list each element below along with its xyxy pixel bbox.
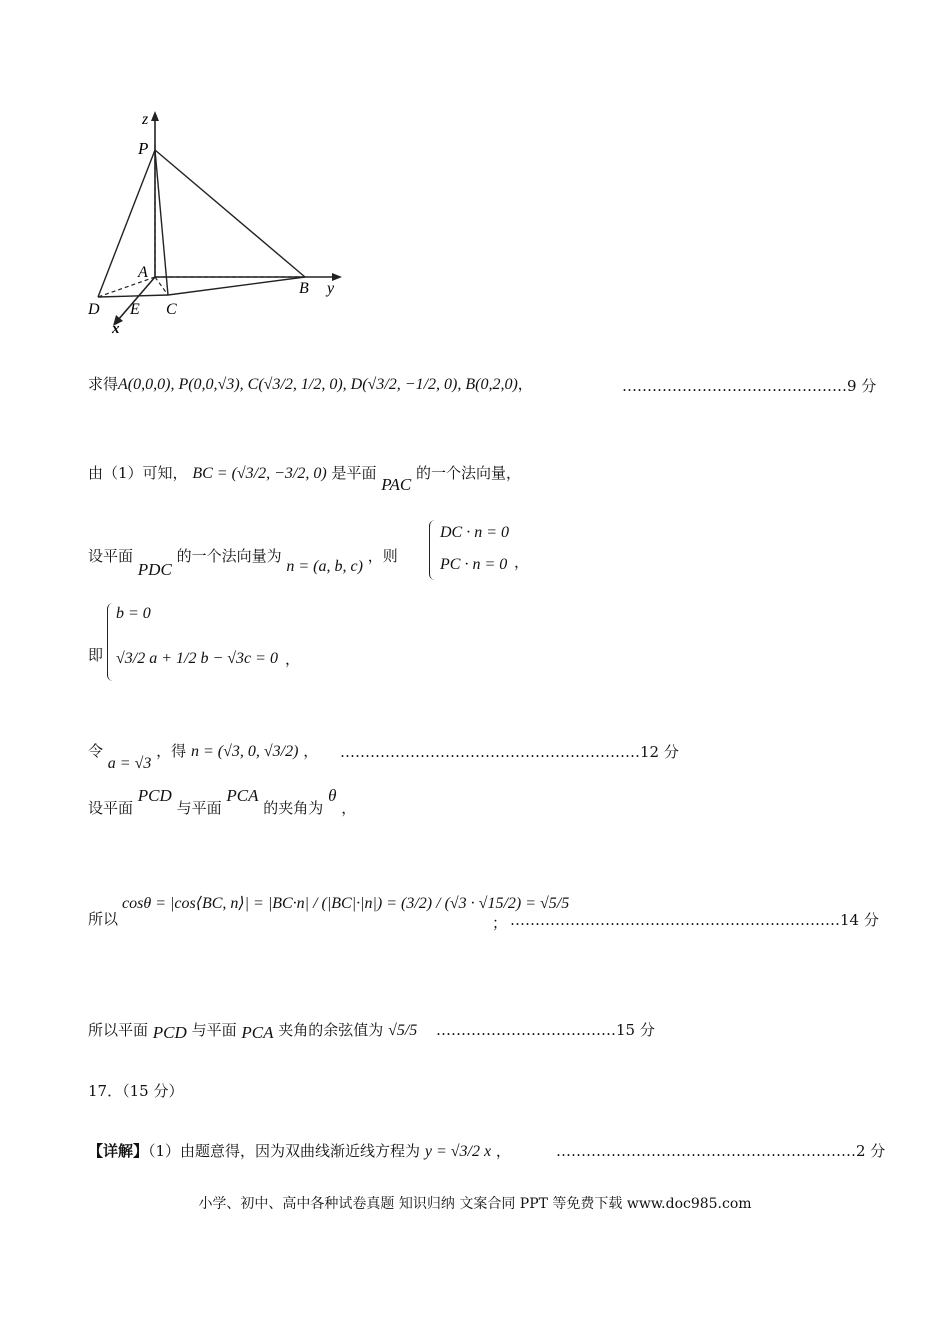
label-P: P — [138, 139, 149, 158]
coordinates-math: A(0,0,0), P(0,0,√3), C(√3/2, 1/2, 0), D(√3/2, −1/2, 0), B(0,2,0) — [118, 376, 518, 393]
label-A: A — [138, 264, 148, 281]
line-detail: 【详解】（1）由题意得，因为双曲线渐近线方程为 y = √3/2 x ， — [88, 1142, 511, 1160]
label-D: D — [88, 301, 100, 318]
cos-value-math: √5/5 — [388, 1022, 418, 1039]
plane-pcd-2: PCD — [152, 1023, 187, 1042]
system-brace-2 — [107, 603, 116, 681]
problem-17-heading: 17．（15 分） — [88, 1082, 184, 1100]
line-conclusion: 所以平面 PCD 与平面 PCA 夹角的余弦值为 √5/5 — [88, 1021, 418, 1042]
line-system-prefix: 即 — [88, 646, 104, 664]
plane-pcd: PCD — [137, 786, 172, 805]
n-result-math: n = (√3, 0, √3/2) — [190, 743, 299, 760]
label-y: y — [327, 280, 335, 297]
line-cos-prefix: 所以 — [88, 910, 119, 928]
label-z: z — [142, 111, 149, 128]
detail-tag: 【详解】 — [88, 1142, 149, 1160]
score-2: 2 分 — [856, 1142, 886, 1160]
system-brace-1 — [429, 520, 438, 580]
pyramid-figure — [80, 105, 360, 340]
label-E: E — [130, 301, 140, 318]
system-eq-pc: PC · n = 0 — [440, 556, 508, 573]
plane-pac: PAC — [381, 475, 412, 494]
score-15: 15 分 — [616, 1021, 655, 1039]
score-line-4: ………………………………15 分 — [436, 1021, 655, 1039]
n-vector-math: n = (a, b, c) — [286, 558, 363, 575]
score-12: 12 分 — [640, 743, 679, 761]
system-eq-b: b = 0 — [116, 605, 151, 622]
system-eq-dc: DC · n = 0 — [440, 524, 510, 541]
theta-symbol: θ — [328, 786, 337, 805]
score-line-3: …………………………………………………………14 分 — [510, 911, 879, 929]
plane-pca-2: PCA — [241, 1023, 274, 1042]
label-C: C — [166, 301, 177, 318]
label-B: B — [299, 280, 309, 297]
score-14: 14 分 — [840, 911, 879, 929]
a-value-math: a = √3 — [107, 755, 152, 772]
bc-vector-math: BC = (√3/2, −3/2, 0) — [192, 465, 327, 482]
line-coordinates: 求得A(0,0,0), P(0,0,√3), C(√3/2, 1/2, 0), D(√3/2, −1/2, 0), B(0,2,0)， — [88, 375, 533, 393]
score-line-5: ……………………………………………………2 分 — [556, 1142, 886, 1160]
system-eq-main: √3/2 a + 1/2 b − √3c = 0 — [116, 650, 278, 667]
score-9: 9 分 — [847, 377, 877, 395]
page-footer: 小学、初中、高中各种试卷真题 知识归纳 文案合同 PPT 等免费下载 www.doc985.com — [198, 1196, 752, 1212]
cos-theta-math: cosθ = |cos⟨BC, n⟩| = |BC·n| / (|BC|·|n|) = (3/2) / (√3 · √15/2) = √5/5 — [122, 895, 570, 912]
plane-pca: PCA — [226, 786, 259, 805]
line-let-a: 令 a = √3 ，得 n = (√3, 0, √3/2) ， — [88, 742, 319, 772]
plane-pdc: PDC — [137, 560, 172, 579]
asymptote-math: y = √3/2 x — [424, 1143, 492, 1160]
score-line-2: ……………………………………………………12 分 — [340, 743, 679, 761]
line-bc-normal: 由（1）可知， BC = (√3/2, −3/2, 0) 是平面 PAC 的一个法向量， — [88, 464, 521, 494]
score-line-1: ………………………………………9 分 — [622, 377, 877, 395]
line-angle-def: 设平面 PCD 与平面 PCA 的夹角为 θ ， — [88, 786, 357, 817]
label-x: x — [112, 321, 120, 337]
line-pdc-normal: 设平面 PDC 的一个法向量为 n = (a, b, c) ，则 — [88, 547, 398, 579]
